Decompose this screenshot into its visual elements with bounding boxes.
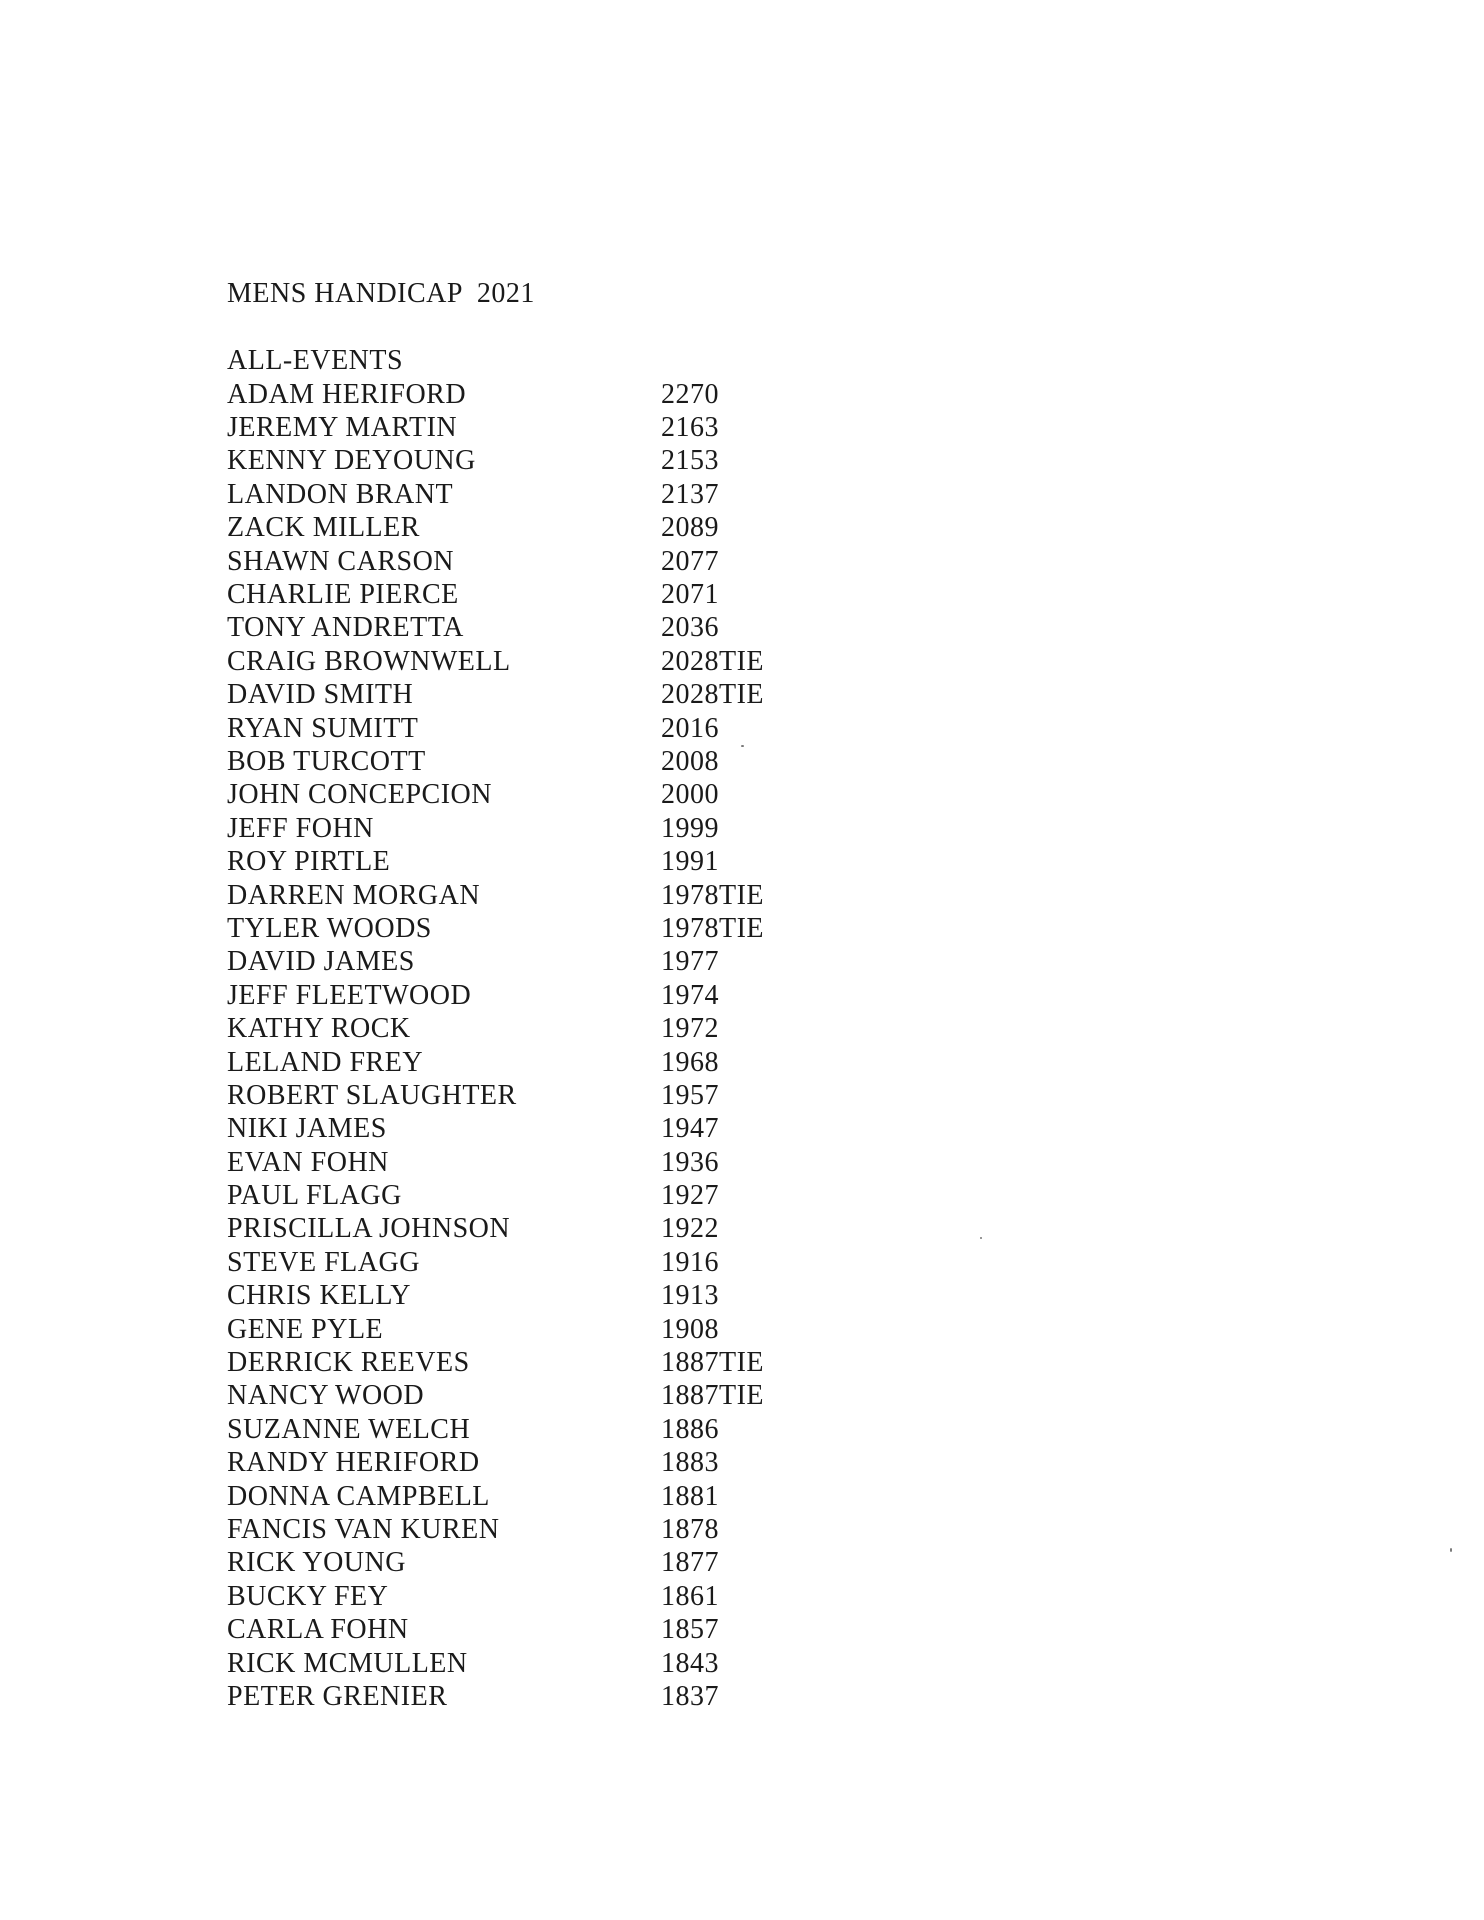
result-row (227, 1012, 867, 1045)
bowler-score: 1857 (661, 1614, 719, 1646)
bowler-score: 1908 (661, 1313, 719, 1345)
result-row (227, 1580, 867, 1613)
result-row (227, 612, 867, 645)
bowler-score: 1972 (661, 1013, 719, 1045)
bowler-score: 1913 (661, 1280, 719, 1312)
result-row (227, 912, 867, 945)
bowler-score: 2028TIE (661, 645, 765, 677)
result-row (227, 979, 867, 1012)
bowler-name: PETER GRENIER (227, 1680, 448, 1712)
bowler-name: ROBERT SLAUGHTER (227, 1079, 517, 1111)
bowler-name: RICK MCMULLEN (227, 1647, 468, 1679)
result-row (227, 1113, 867, 1146)
result-row (227, 1179, 867, 1212)
result-row (227, 812, 867, 845)
bowler-name: BUCKY FEY (227, 1580, 389, 1612)
bowler-name: RYAN SUMITT (227, 712, 419, 744)
bowler-score: 1978TIE (661, 912, 765, 944)
bowler-score: 1887TIE (661, 1380, 765, 1412)
bowler-score: 1999 (661, 812, 719, 844)
result-row (227, 378, 867, 411)
result-row (227, 578, 867, 611)
bowler-score: 2077 (661, 545, 719, 577)
result-row (227, 1413, 867, 1446)
bowler-score: 1861 (661, 1580, 719, 1612)
result-row (227, 946, 867, 979)
bowler-name: ZACK MILLER (227, 512, 420, 544)
result-row (227, 1146, 867, 1179)
bowler-name: PAUL FLAGG (227, 1180, 402, 1212)
scan-speck (741, 745, 744, 747)
bowler-score: 2028TIE (661, 679, 765, 711)
bowler-name: LELAND FREY (227, 1046, 424, 1078)
bowler-score: 1977 (661, 946, 719, 978)
result-row (227, 545, 867, 578)
bowler-score: 2163 (661, 412, 719, 444)
scan-speck (1450, 1548, 1452, 1552)
result-row (227, 845, 867, 878)
bowler-name: EVAN FOHN (227, 1146, 389, 1178)
bowler-score: 2270 (661, 378, 719, 410)
bowler-score: 1877 (661, 1547, 719, 1579)
bowler-name: CRAIG BROWNWELL (227, 645, 511, 677)
bowler-name: SUZANNE WELCH (227, 1413, 471, 1445)
bowler-name: GENE PYLE (227, 1313, 384, 1345)
bowler-score: 1883 (661, 1447, 719, 1479)
page-title: MENS HANDICAP 2021 (227, 278, 535, 309)
bowler-name: NIKI JAMES (227, 1113, 387, 1145)
bowler-name: DONNA CAMPBELL (227, 1480, 490, 1512)
bowler-name: CHARLIE PIERCE (227, 579, 459, 611)
bowler-name: TONY ANDRETTA (227, 612, 464, 644)
result-row (227, 1513, 867, 1546)
result-row (227, 1480, 867, 1513)
bowler-score: 1936 (661, 1146, 719, 1178)
bowler-score: 1837 (661, 1680, 719, 1712)
section-heading: ALL-EVENTS (227, 345, 404, 376)
bowler-name: NANCY WOOD (227, 1380, 425, 1412)
bowler-name: SHAWN CARSON (227, 545, 455, 577)
bowler-score: 1922 (661, 1213, 719, 1245)
result-row (227, 411, 867, 444)
results-list (227, 378, 867, 1714)
bowler-score: 1927 (661, 1180, 719, 1212)
bowler-score: 2016 (661, 712, 719, 744)
bowler-name: DERRICK REEVES (227, 1347, 470, 1379)
bowler-score: 2036 (661, 612, 719, 644)
bowler-score: 1881 (661, 1480, 719, 1512)
bowler-name: STEVE FLAGG (227, 1246, 420, 1278)
result-row (227, 745, 867, 778)
result-row (227, 1680, 867, 1713)
result-row (227, 1079, 867, 1112)
bowler-name: RANDY HERIFORD (227, 1447, 480, 1479)
result-row (227, 645, 867, 678)
scan-speck (980, 1237, 982, 1239)
result-row (227, 512, 867, 545)
bowler-score: 1886 (661, 1413, 719, 1445)
result-row (227, 879, 867, 912)
bowler-name: FANCIS VAN KUREN (227, 1513, 500, 1545)
bowler-name: CARLA FOHN (227, 1614, 409, 1646)
bowler-name: TYLER WOODS (227, 912, 432, 944)
result-row (227, 478, 867, 511)
bowler-name: DAVID JAMES (227, 946, 415, 978)
result-row (227, 445, 867, 478)
bowler-score: 1887TIE (661, 1347, 765, 1379)
bowler-score: 2071 (661, 579, 719, 611)
bowler-name: DARREN MORGAN (227, 879, 481, 911)
bowler-name: JOHN CONCEPCION (227, 779, 492, 811)
result-row (227, 1547, 867, 1580)
bowler-name: PRISCILLA JOHNSON (227, 1213, 511, 1245)
bowler-score: 2137 (661, 478, 719, 510)
bowler-score: 1974 (661, 979, 719, 1011)
result-row (227, 1280, 867, 1313)
result-row (227, 1213, 867, 1246)
bowler-score: 1968 (661, 1046, 719, 1078)
result-row (227, 712, 867, 745)
result-row (227, 1346, 867, 1379)
bowler-name: ADAM HERIFORD (227, 378, 467, 410)
bowler-name: JEFF FOHN (227, 812, 374, 844)
bowler-score: 1916 (661, 1246, 719, 1278)
result-row (227, 1647, 867, 1680)
bowler-name: JEREMY MARTIN (227, 412, 458, 444)
bowler-score: 1878 (661, 1513, 719, 1545)
bowler-name: JEFF FLEETWOOD (227, 979, 472, 1011)
bowler-score: 1843 (661, 1647, 719, 1679)
bowler-score: 1957 (661, 1079, 719, 1111)
bowler-score: 2008 (661, 745, 719, 777)
bowler-name: RICK YOUNG (227, 1547, 406, 1579)
bowler-name: LANDON BRANT (227, 478, 454, 510)
bowler-name: CHRIS KELLY (227, 1280, 411, 1312)
result-row (227, 1380, 867, 1413)
bowler-name: ROY PIRTLE (227, 846, 391, 878)
result-row (227, 1447, 867, 1480)
bowler-score: 2153 (661, 445, 719, 477)
bowler-score: 2000 (661, 779, 719, 811)
bowler-score: 1978TIE (661, 879, 765, 911)
bowler-name: DAVID SMITH (227, 679, 414, 711)
result-row (227, 779, 867, 812)
result-row (227, 679, 867, 712)
bowler-name: KATHY ROCK (227, 1013, 411, 1045)
bowler-score: 2089 (661, 512, 719, 544)
bowler-name: BOB TURCOTT (227, 745, 426, 777)
result-row (227, 1046, 867, 1079)
result-row (227, 1246, 867, 1279)
bowler-score: 1991 (661, 846, 719, 878)
result-row (227, 1613, 867, 1646)
bowler-name: KENNY DEYOUNG (227, 445, 476, 477)
bowler-score: 1947 (661, 1113, 719, 1145)
result-row (227, 1313, 867, 1346)
